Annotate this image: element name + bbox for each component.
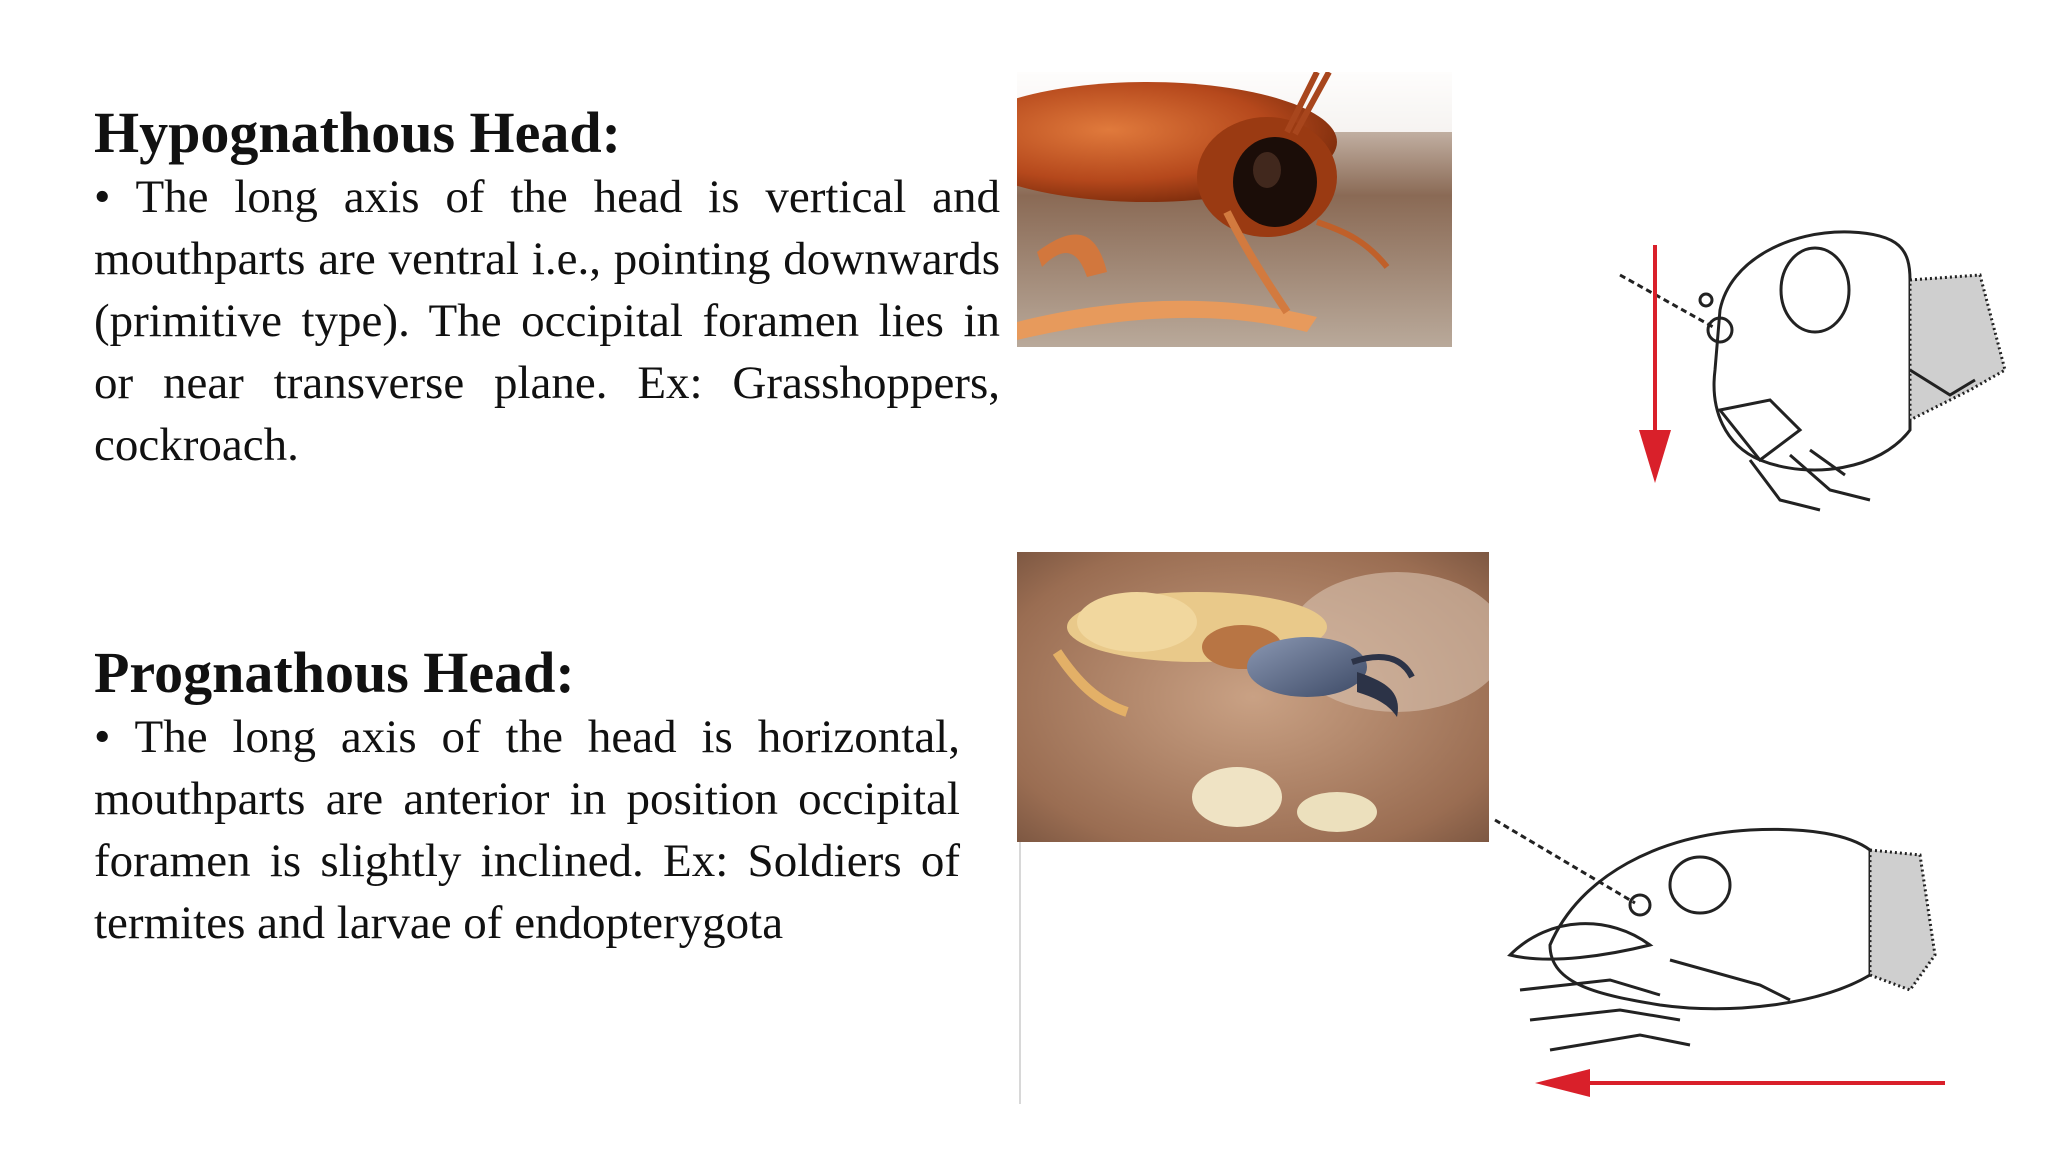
hypognathous-section — [94, 100, 1000, 476]
hypognathous-description: • The long axis of the head is vertical and mouthparts are ventral i.e., pointing downwards (primitive type). The occipital foramen lies in or near transverse plane. Ex: Grasshoppers, cockroach. — [94, 171, 1000, 471]
arrow-left-icon — [1535, 1063, 1945, 1103]
cockroach-photo — [1017, 72, 1452, 347]
prognathous-description: • The long axis of the head is horizontal, mouthparts are anterior in position occipital foramen is slightly inclined. Ex: Soldiers of termites and larvae of endopterygota — [94, 711, 960, 949]
prognathous-head-drawing — [1490, 805, 1950, 1105]
termite-soldier-photo — [1017, 552, 1489, 842]
prognathous-heading: Prognathous Head: — [94, 640, 575, 705]
arrow-down-icon — [1635, 245, 1675, 485]
hypognathous-heading: Hypognathous Head: — [94, 100, 621, 165]
prognathous-section — [94, 640, 960, 954]
divider-line — [1019, 842, 1021, 1104]
